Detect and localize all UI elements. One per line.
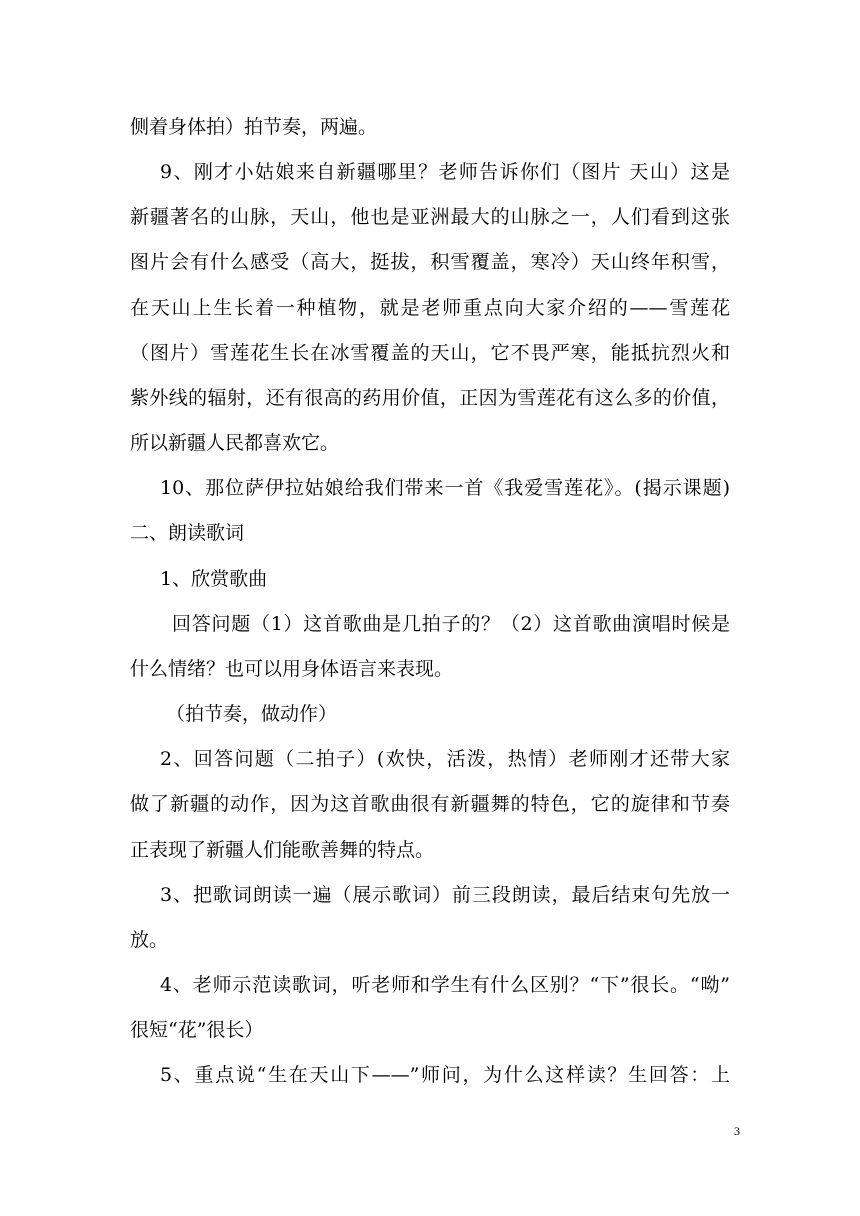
text-line: 1、欣赏歌曲	[160, 568, 268, 590]
text-line: 新疆著名的山脉，天山，他也是亚洲最大的山脉之一，人们看到这张	[130, 206, 730, 228]
text-line: 图片会有什么感受（高大，挺拔，积雪覆盖，寒冷）天山终年积雪，	[130, 251, 730, 273]
text-line: 什么情绪？也可以用身体语言来表现。	[130, 658, 454, 680]
text-line: 3、把歌词朗读一遍（展示歌词）前三段朗读，最后结束句先放一	[160, 884, 730, 906]
page-number: 3	[734, 1124, 740, 1138]
text-line: 在天山上生长着一种植物，就是老师重点向大家介绍的——雪莲花	[130, 297, 730, 319]
text-line: 9、刚才小姑娘来自新疆哪里？老师告诉你们（图片 天山）这是	[160, 161, 730, 183]
text-line: 10、那位萨伊拉姑娘给我们带来一首《我爱雪莲花》。(揭示课题)	[160, 477, 730, 499]
text-line: 2、回答问题（二拍子）(欢快，活泼，热情）老师刚才还带大家	[160, 748, 730, 770]
section-heading: 二、朗读歌词	[130, 522, 245, 544]
text-line: 4、老师示范读歌词，听老师和学生有什么区别？“下”很长。“呦”	[160, 974, 730, 996]
text-line: 侧着身体拍）拍节奏，两遍。	[130, 116, 378, 138]
text-line: 放。	[130, 929, 169, 951]
text-line: 回答问题（1）这首歌曲是几拍子的？（2）这首歌曲演唱时候是	[172, 613, 730, 635]
text-line: 做了新疆的动作，因为这首歌曲很有新疆舞的特色，它的旋律和节奏	[130, 793, 730, 815]
text-line: 5、重点说“生在天山下——”师问，为什么这样读？生回答：上	[160, 1064, 730, 1086]
text-line: （拍节奏，做动作）	[166, 703, 338, 725]
text-line: 正表现了新疆人们能歌善舞的特点。	[130, 839, 435, 861]
text-line: 紫外线的辐射，还有很高的药用价值，正因为雪莲花有这么多的价值，	[130, 387, 730, 409]
text-line: 很短“花”很长）	[130, 1019, 264, 1041]
text-line: （图片）雪莲花生长在冰雪覆盖的天山，它不畏严寒，能抵抗烈火和	[130, 342, 730, 364]
text-line: 所以新疆人民都喜欢它。	[130, 432, 340, 454]
